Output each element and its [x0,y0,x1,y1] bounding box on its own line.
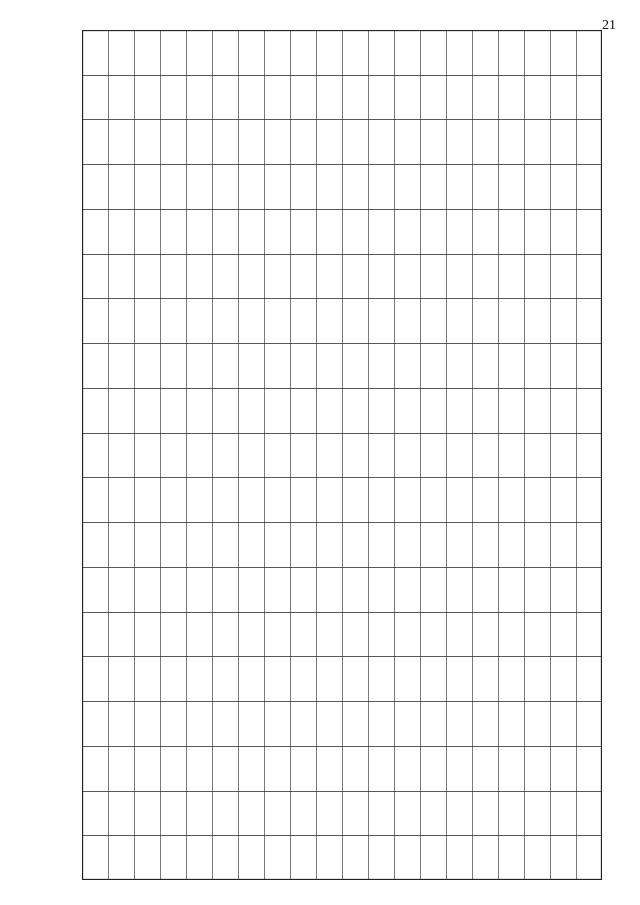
table-grid [82,30,602,880]
rotated-budget-table [82,30,602,880]
page-number: 21 [602,18,616,33]
